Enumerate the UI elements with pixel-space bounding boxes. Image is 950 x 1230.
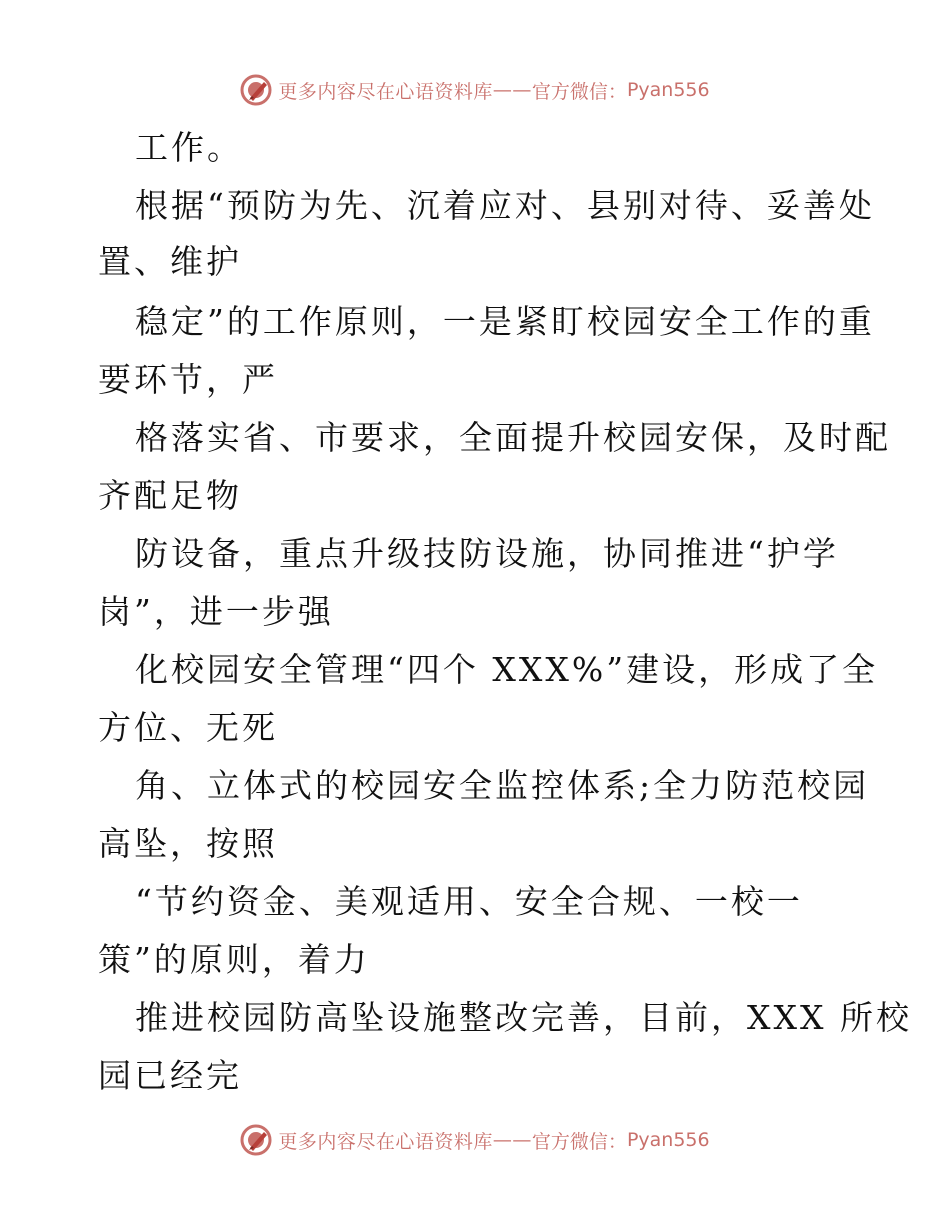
header-brand-text: 更多内容尽在心语资料库 <box>278 80 493 103</box>
footer-contact-id: Pyan556 <box>626 1129 710 1151</box>
brand-logo-icon <box>240 1124 272 1156</box>
header-contact-id: Pyan556 <box>626 79 710 101</box>
body-line: 岗”，进一步强 <box>98 592 334 631</box>
body-line: 方位、无死 <box>98 708 278 747</box>
body-line: 高坠，按照 <box>98 824 278 863</box>
header-contact-label: 官方微信： <box>531 80 627 103</box>
body-line: 策”的原则，着力 <box>98 940 370 979</box>
body-line: 置、维护 <box>98 242 242 281</box>
body-line: 园已经完 <box>98 1056 242 1095</box>
body-line: 防设备，重点升级技防设施，协同推进“护学 <box>135 534 839 573</box>
footer-brand-text: 更多内容尽在心语资料库 <box>278 1130 493 1153</box>
body-line: “节约资金、美观适用、安全合规、一校一 <box>135 882 803 921</box>
body-line: 推进校园防高坠设施整改完善，目前，XXX 所校 <box>135 998 912 1037</box>
header-banner <box>0 70 950 110</box>
body-line: 稳定”的工作原则，一是紧盯校园安全工作的重 <box>135 302 875 341</box>
brand-logo-icon <box>240 74 272 106</box>
footer-separator: —— <box>492 1129 532 1151</box>
body-line: 要环节，严 <box>98 360 278 399</box>
body-line: 工作。 <box>135 128 243 167</box>
footer-contact-label: 官方微信： <box>531 1130 627 1153</box>
header-separator: —— <box>492 79 532 101</box>
body-line: 角、立体式的校园安全监控体系;全力防范校园 <box>135 766 870 805</box>
footer-banner <box>0 1120 950 1160</box>
body-line: 根据“预防为先、沉着应对、县别对待、妥善处 <box>135 186 875 225</box>
body-line: 化校园安全管理“四个 XXX%”建设，形成了全 <box>135 650 879 689</box>
body-line: 格落实省、市要求，全面提升校园安保，及时配 <box>135 418 891 457</box>
body-line: 齐配足物 <box>98 476 242 515</box>
